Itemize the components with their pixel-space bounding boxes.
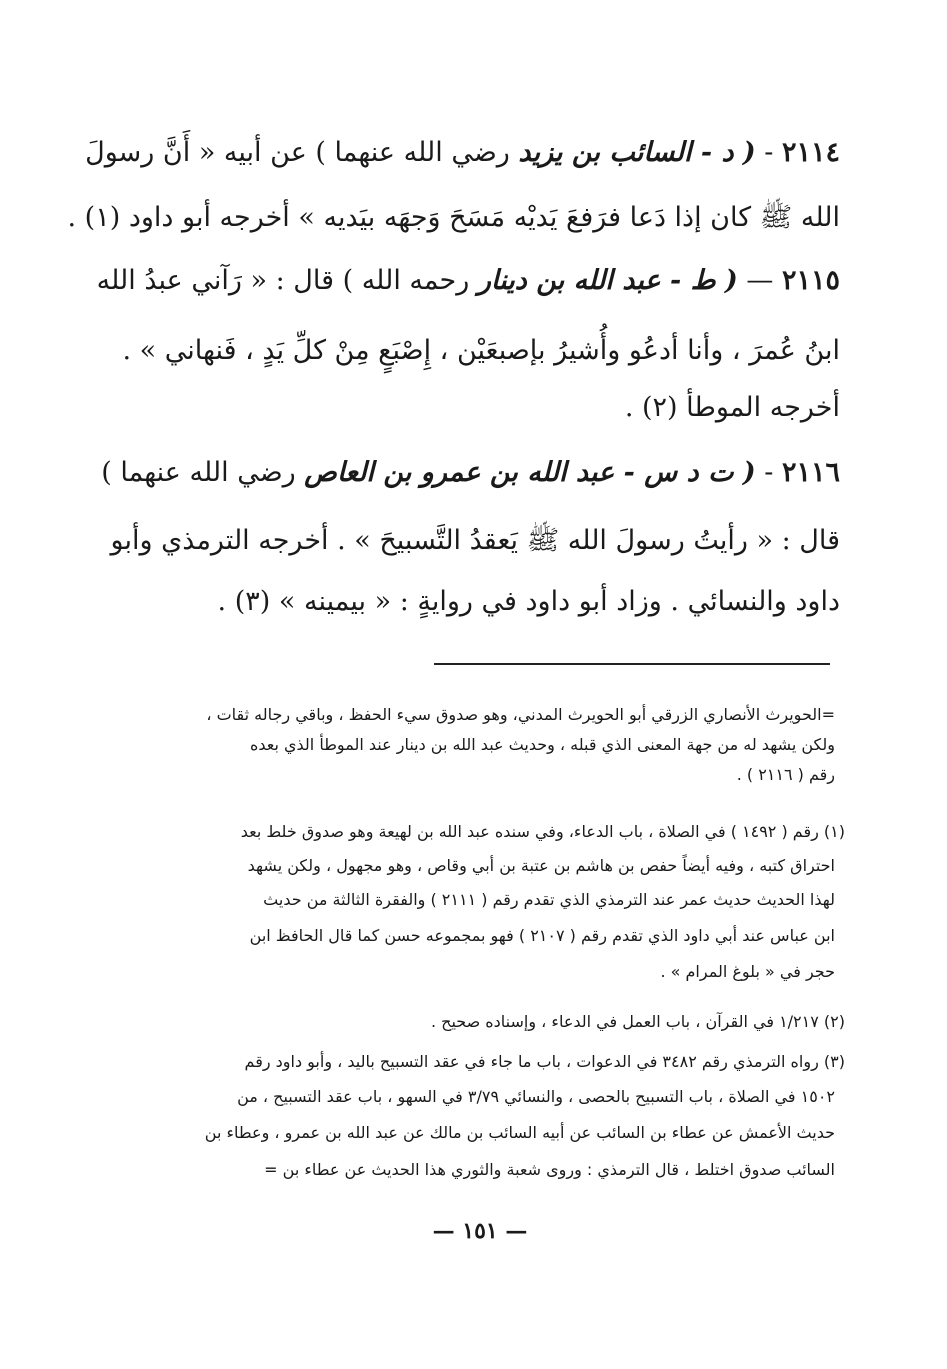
footnote-3-line: ١٥٠٢ في الصلاة ، باب التسبيح بالحصى ، والنسائي ٣/٧٩ في السهو ، باب عقد التسبيح ، من (237, 1087, 835, 1106)
footnote-line: رقم ( ٢١١٦ ) . (736, 765, 835, 784)
footnote-1-line: احتراق كتبه ، وفيه أيضاً حفص بن هاشم بن عتبة بن أبي وقاص ، وهو مجهول ، ولكن يشهد (247, 856, 835, 875)
hadith-2116-line-2: قال : « رأيتُ رسولَ الله ﷺ يَعقدُ التَّسبيحَ » . أخرجه الترمذي وأبو (110, 525, 840, 556)
hadith-2115-line-2: ابنُ عُمرَ ، وأنا أدعُو وأُشيرُ بإصبعَيْن ، إِصْبَعٍ مِنْ كلِّ يَدٍ ، فَنهاني » . (122, 335, 840, 366)
hadith-number: ٢١١٤ (781, 137, 840, 168)
hadith-text: رضي الله عنهما ) (101, 457, 296, 488)
hadith-2116-line-3: داود والنسائي . وزاد أبو داود في روايةٍ : « بيمينه » (٣) . (217, 586, 840, 617)
footnote-3-line: (٣) رواه الترمذي رقم ٣٤٨٢ في الدعوات ، باب ما جاء في عقد التسبيح باليد ، وأبو داود رقم (244, 1052, 845, 1071)
footnote-3-line: حديث الأعمش عن عطاء بن السائب عن أبيه السائب بن مالك عن عبد الله بن عمرو ، وعطاء بن (204, 1123, 835, 1142)
hadith-2115-line-3: أخرجه الموطأ (٢) . (624, 392, 840, 423)
hadith-number: ٢١١٥ (781, 265, 840, 296)
hadith-source: ( د - السائب بن يزيد (518, 137, 756, 168)
hadith-source: ( ت د س - عبد الله بن عمرو بن العاص (304, 457, 756, 488)
footnote-line: ولكن يشهد له من جهة المعنى الذي قبله ، وحديث عبد الله بن دينار عند الموطأ الذي بعده (249, 735, 835, 754)
footnote-3-line: السائب صدوق اختلط ، قال الترمذي : وروى شعبة والثوري هذا الحديث عن عطاء بن = (264, 1160, 835, 1179)
footnote-line: =الحويرث الأنصاري الزرقي أبو الحويرث المدني، وهو صدوق سيء الحفظ ، وباقي رجاله ثقات ، (206, 705, 835, 724)
hadith-2114-line-2: الله ﷺ كان إذا دَعا فرَفعَ يَديْه مَسَحَ وَجهَه بيَديه » أخرجه أبو داود (١) . (67, 202, 840, 233)
footnote-divider (434, 663, 830, 665)
hadith-text: رحمه الله ) قال : « رَآني عبدُ الله (96, 265, 470, 296)
hadith-2114-line-1: ٢١١٤ - ( د - السائب بن يزيد رضي الله عنهما ) عن أبيه « أَنَّ رسولَ (85, 137, 840, 168)
footnote-1-line: لهذا الحديث حديث عمر عند الترمذي الذي تقدم رقم ( ٢١١١ ) والفقرة الثالثة من حديث (263, 890, 835, 909)
hadith-text: رضي الله عنهما ) عن أبيه « أَنَّ رسولَ (85, 137, 510, 168)
hadith-source: ( ط - عبد الله بن دينار (477, 265, 738, 296)
page-number: — ١٥١ — (432, 1218, 528, 1244)
hadith-2115-line-1: ٢١١٥ — ( ط - عبد الله بن دينار رحمه الله ) قال : « رَآني عبدُ الله (96, 265, 840, 296)
footnote-1-line: حجر في « بلوغ المرام » . (660, 962, 835, 981)
footnote-2-line: (٢) ١/٢١٧ في القرآن ، باب العمل في الدعاء ، وإسناده صحيح . (430, 1012, 845, 1031)
footnote-1-line: ابن عباس عند أبي داود الذي تقدم رقم ( ٢١٠٧ ) فهو بمجموعه حسن كما قال الحافظ ابن (249, 926, 835, 945)
hadith-number: ٢١١٦ (781, 457, 840, 488)
footnote-1-line: (١) رقم ( ١٤٩٢ ) في الصلاة ، باب الدعاء، وفي سنده عبد الله بن لهيعة وهو صدوق خلط بعد (240, 822, 845, 841)
hadith-2116-line-1: ٢١١٦ - ( ت د س - عبد الله بن عمرو بن العاص رضي الله عنهما ) (101, 457, 840, 488)
